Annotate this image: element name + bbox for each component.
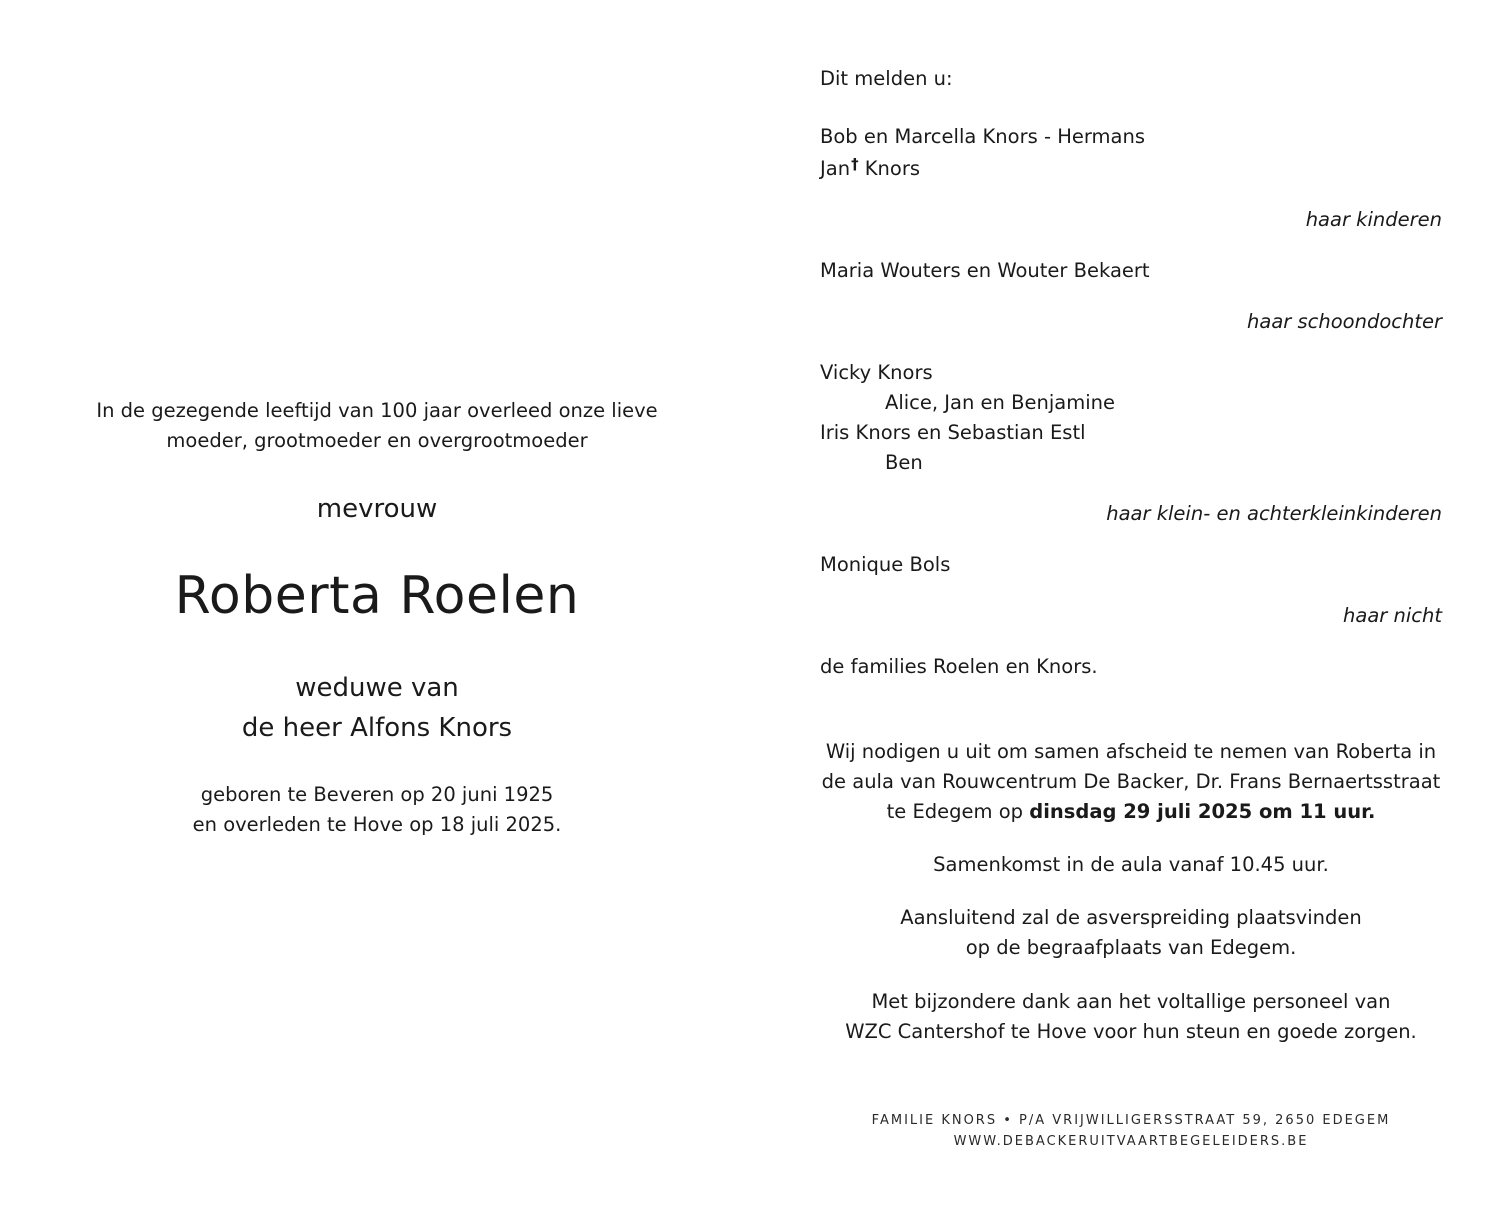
thanks-line: Met bijzondere dank aan het voltallige personeel van (871, 990, 1391, 1013)
death-date: en overleden te Hove op 18 juli 2025. (192, 813, 562, 836)
invitation-text (820, 737, 1442, 827)
relation-label: haar klein- en achterkleinkinderen (1106, 502, 1442, 525)
great-grandchild-line: Ben (885, 451, 923, 474)
life-dates (60, 780, 694, 840)
relation-label: haar schoondochter (1247, 310, 1442, 333)
widow-line: weduwe van (295, 673, 459, 703)
invitation-line: Wij nodigen u uit om samen afscheid te nemen van Roberta in (825, 740, 1437, 763)
invitation-place: te Edegem op (886, 800, 1030, 823)
thanks-text (820, 987, 1442, 1047)
intro-line: In de gezegende leeftijd van 100 jaar overleed onze lieve (96, 399, 658, 422)
child-last-name: Knors (858, 157, 921, 180)
deceased-name: Roberta Roelen (174, 566, 580, 626)
daughter-in-law-line: Maria Wouters en Wouter Bekaert (820, 259, 1150, 282)
scattering-text (820, 903, 1442, 963)
birth-date: geboren te Beveren op 20 juni 1925 (200, 783, 554, 806)
relation-label: haar kinderen (1305, 208, 1442, 231)
footer (820, 1110, 1442, 1152)
invitation-line: de aula van Rouwcentrum De Backer, Dr. Frans Bernaertsstraat (821, 770, 1441, 793)
grandchild-line: Vicky Knors (820, 361, 933, 384)
niece-line: Monique Bols (820, 553, 951, 576)
announce-text: Dit melden u: (820, 67, 953, 90)
website-link[interactable]: WWW.DEBACKERUITVAARTBEGELEIDERS.BE (953, 1134, 1309, 1149)
family-address: FAMILIE KNORS • P/A VRIJWILLIGERSSTRAAT 59, 2650 EDEGEM (871, 1113, 1391, 1128)
ceremony-datetime: dinsdag 29 juli 2025 om 11 uur. (1029, 800, 1376, 823)
child-line (820, 154, 920, 185)
widow-text (60, 668, 694, 748)
intro-line: moeder, grootmoeder en overgrootmoeder (166, 429, 588, 452)
salutation: mevrouw (316, 494, 438, 524)
relation-label: haar nicht (1343, 604, 1442, 627)
grandchild-line: Iris Knors en Sebastian Estl (820, 421, 1086, 444)
cross-icon: † (851, 155, 859, 173)
scattering-line: op de begraafplaats van Edegem. (965, 936, 1297, 959)
families-line: de families Roelen en Knors. (820, 655, 1098, 678)
great-grandchild-line: Alice, Jan en Benjamine (885, 391, 1115, 414)
scattering-line: Aansluitend zal de asverspreiding plaatsvinden (900, 906, 1362, 929)
thanks-line: WZC Cantershof te Hove voor hun steun en goede zorgen. (845, 1020, 1417, 1043)
gathering-text (820, 850, 1442, 880)
invitation-line (820, 797, 1442, 827)
intro-text (60, 396, 694, 456)
gathering-line: Samenkomst in de aula vanaf 10.45 uur. (933, 853, 1329, 876)
widow-line: de heer Alfons Knors (241, 713, 513, 743)
child-line: Bob en Marcella Knors - Hermans (820, 125, 1145, 148)
child-first-name: Jan (820, 157, 851, 180)
